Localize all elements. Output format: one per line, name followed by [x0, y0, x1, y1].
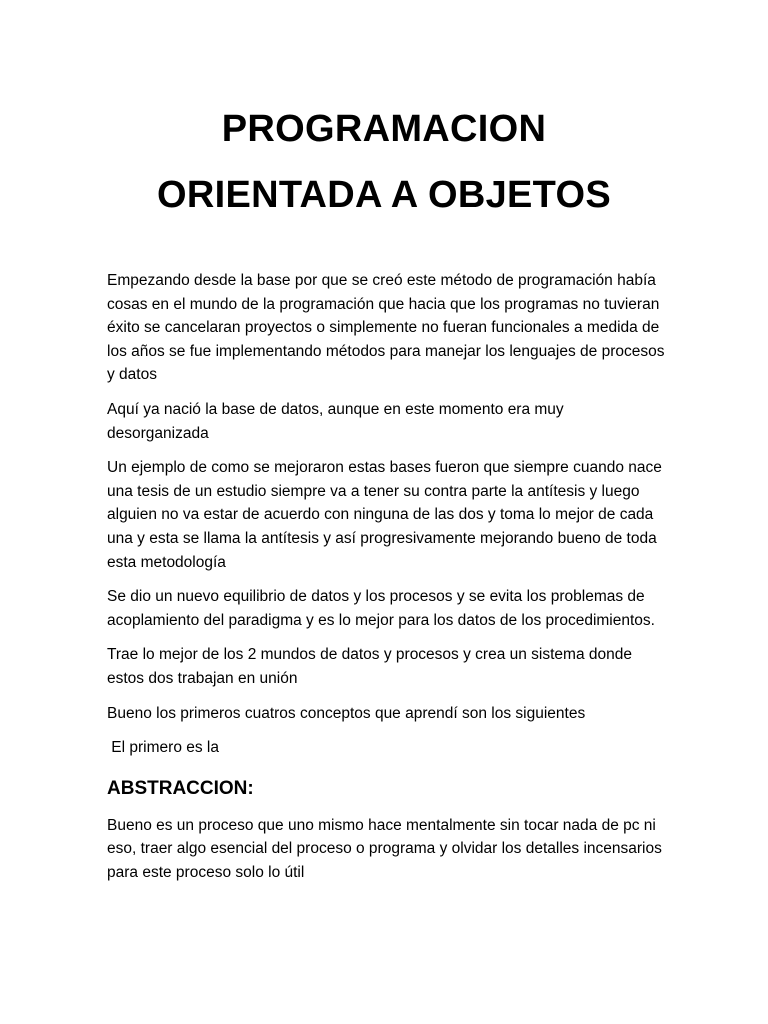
section-heading-abstraccion: ABSTRACCION: [107, 777, 254, 799]
paragraph-balance: Se dio un nuevo equilibrio de datos y los procesos y se evita los problemas de acoplamiento del paradigma y es lo mejor para los datos de los procedimientos. [107, 588, 655, 629]
title-line-1: PROGRAMACION [221, 108, 547, 150]
paragraph-two-worlds: Trae lo mejor de los 2 mundos de datos y procesos y crea un sistema donde estos dos trabajan en unión [107, 646, 632, 687]
paragraph-example: Un ejemplo de como se mejoraron estas bases fueron que siempre cuando nace una tesis de un estudio siempre va a tener su contra parte la antítesis y luego alguien no va estar de acuerdo con ninguna de las dos y toma lo mejor de cada una y esta se llama la antítesis y así progresivamente mejorando bueno de toda esta metodología [107, 459, 662, 571]
paragraph-database: Aquí ya nació la base de datos, aunque en este momento era muy desorganizada [107, 400, 564, 442]
title-line-2: ORIENTADA A OBJETOS [157, 174, 611, 216]
paragraph-intro: Empezando desde la base por que se creó este método de programación había cosas en el mundo de la programación que hacia que los programas no tuvieran éxito se cancelaran proyectos o simplemente no fueran funcionales a medida de los años se fue implementando métodos para manejar los lenguajes de procesos y datos [107, 272, 665, 384]
document-title [0, 96, 768, 228]
paragraph-concepts: Bueno los primeros cuatros conceptos que aprendí son los siguientes [107, 704, 586, 722]
paragraph-abstraccion: Bueno es un proceso que uno mismo hace mentalmente sin tocar nada de pc ni eso, traer algo esencial del proceso o programa y olvidar los detalles incensarios para este proceso solo lo útil [107, 816, 662, 881]
document-body [107, 269, 667, 895]
paragraph-first: El primero es la [107, 739, 219, 757]
